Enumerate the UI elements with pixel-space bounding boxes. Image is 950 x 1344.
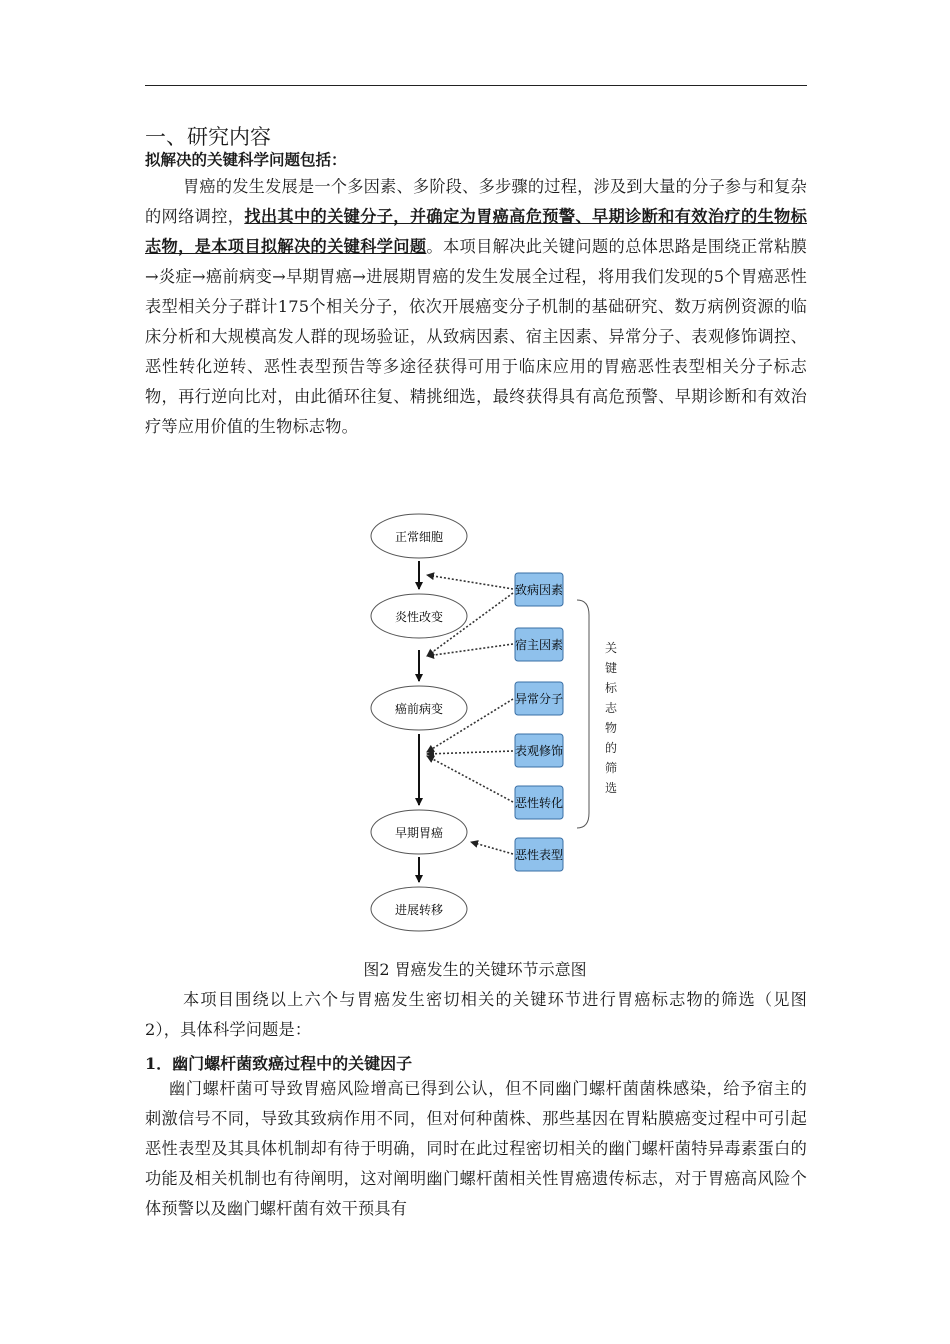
stage-precancerous [371, 686, 467, 730]
intro-text-after: 。本项目解决此关键问题的总体思路是围绕正常粘膜→炎症→癌前病变→早期胃癌→进展期胃癌的发生发展全过程，将用我们发现的5个胃癌恶性表型相关分子群计175个相关分子，依次开展癌变分子机制的基础研究、数万病例资源的临床分析和大规模高发人群的现场验证，从致病因素、宿主因素、异常分子、表观修饰调控、恶性转化逆转、恶性表型预告等多途径获得可用于临床应用的胃癌恶性表型相关分子标志物，再行逆向比对，由此循环往复、精挑细选，最终获得具有高危预警、早期诊断和有效治疗等应用价值的生物标志物。 [145, 237, 807, 436]
section-title: 一、研究内容 [145, 125, 271, 149]
gastric-cancer-diagram [355, 505, 625, 945]
influence-arrow [427, 644, 513, 656]
bracket-char: 键 [604, 661, 618, 675]
bracket-char: 志 [604, 701, 618, 715]
factor-host [515, 628, 563, 661]
key-question-emphasis: 找出其中的关键分子，并确定为胃癌高危预警、早期诊断和有效治疗的生物标志物，是本项目拟解决的关键科学问题 [145, 207, 807, 256]
stage-label: 正常细胞 [394, 530, 444, 544]
bracket-char: 标 [604, 681, 618, 695]
factor-label: 表观修饰 [514, 744, 564, 758]
factor-malignant-phenotype [515, 838, 563, 871]
stage-label: 早期胃癌 [394, 826, 444, 840]
question-heading-1: 1．幽门螺杆菌致癌过程中的关键因子 [145, 1054, 413, 1073]
stage-early-cancer [371, 810, 467, 854]
stage-label: 进展转移 [394, 903, 444, 917]
stage-inflammation [371, 594, 467, 638]
stage-label: 炎性改变 [394, 610, 444, 624]
influence-arrow [471, 842, 513, 854]
bracket [577, 600, 589, 828]
factor-label: 宿主因素 [514, 638, 564, 652]
bracket-char: 的 [604, 741, 618, 755]
scope-paragraph: 本项目围绕以上六个与胃癌发生密切相关的关键环节进行胃癌标志物的筛选（见图2），具体科学问题是： [145, 990, 807, 1039]
stage-metastasis [371, 887, 467, 931]
factor-pathogenic [515, 573, 563, 606]
factor-epigenetic [515, 734, 563, 767]
bracket-char: 关 [604, 641, 618, 655]
influence-arrow [427, 575, 513, 589]
stage-normal-cell [371, 514, 467, 558]
bracket-char: 选 [604, 781, 618, 795]
factor-label: 致病因素 [514, 583, 564, 597]
bracket-label [605, 641, 618, 795]
factor-malignant-transformation [515, 786, 563, 819]
figure-caption: 图2 胃癌发生的关键环节示意图 [363, 960, 587, 979]
intro-paragraph [145, 172, 807, 442]
header-rule [145, 85, 807, 86]
stage-label: 癌前病变 [394, 702, 444, 716]
factor-label: 恶性表型 [514, 848, 564, 862]
bracket-char: 物 [604, 721, 618, 735]
factor-abnormal-molecule [515, 682, 563, 715]
influence-arrow [427, 751, 513, 754]
bracket-char: 筛 [604, 761, 618, 775]
factor-label: 异常分子 [514, 692, 564, 706]
intro-text-before: 胃癌的发生发展是一个多因素、多阶段、多步骤的过程，涉及到大量的分子参与和复杂的网络调控， [145, 177, 807, 226]
influence-arrow [427, 756, 513, 802]
subsection-title: 拟解决的关键科学问题包括： [145, 151, 347, 169]
helicobacter-paragraph: 幽门螺杆菌可导致胃癌风险增高已得到公认，但不同幽门螺杆菌菌株感染，给予宿主的刺激信号不同，导致其致病作用不同，但对何种菌株、那些基因在胃粘膜癌变过程中可引起恶性表型及其具体机制却有待于明确，同时在此过程密切相关的幽门螺杆菌特异毒素蛋白的功能及相关机制也有待阐明，这对阐明幽门螺杆菌相关性胃癌遗传标志，对于胃癌高风险个体预警以及幽门螺杆菌有效干预具有 [145, 1079, 807, 1218]
factor-label: 恶性转化 [514, 796, 564, 810]
